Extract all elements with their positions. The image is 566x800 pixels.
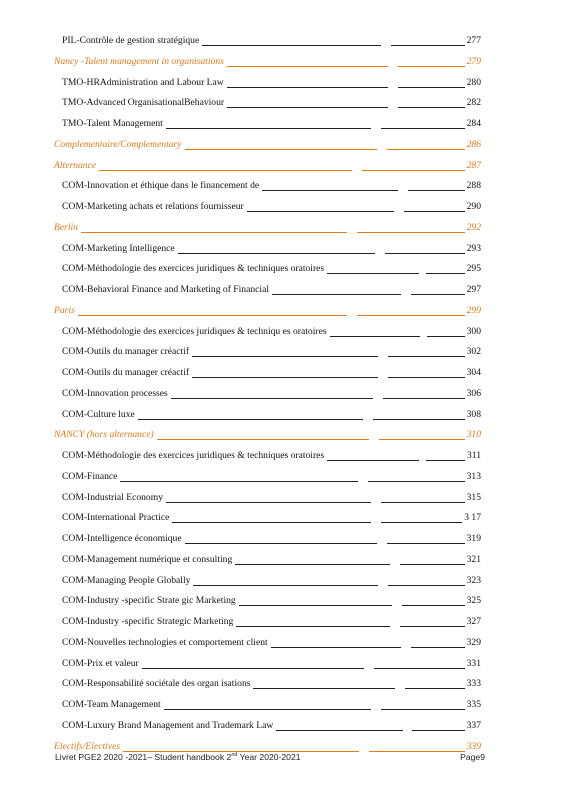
toc-leader-line: [271, 647, 401, 648]
toc-leader-line: [379, 439, 465, 440]
toc-entry-page: 311: [466, 450, 481, 461]
toc-entry-title: TMO-HRAdministration and Labour Law: [62, 76, 224, 88]
toc-leader-line: [81, 232, 347, 233]
toc-leader-line: [388, 356, 465, 357]
toc-leader-line: [327, 273, 419, 274]
toc-leader-line: [388, 585, 464, 586]
toc-leader-line: [385, 253, 465, 254]
toc-leader-line: [193, 585, 378, 586]
toc-section-heading[interactable]: [0, 301, 566, 322]
toc-entry-page: 313: [466, 470, 481, 482]
toc-entry[interactable]: [0, 571, 566, 592]
toc-entry[interactable]: [0, 591, 566, 612]
toc-entry-page: 284: [466, 118, 481, 129]
toc-entry-title: COM-Behavioral Finance and Marketing of Financial: [62, 284, 270, 295]
table-of-contents: [0, 31, 566, 757]
toc-entry[interactable]: [0, 93, 566, 114]
toc-entry-page: 321: [466, 553, 481, 565]
toc-entry-page: 282: [466, 97, 481, 109]
toc-entry[interactable]: [0, 342, 566, 363]
toc-entry-title: COM-Innovation et éthique dans le financement de: [62, 180, 260, 192]
toc-entry-title: COM-Culture luxe: [62, 408, 135, 420]
toc-entry-title: COM-Méthodologie des exercices juridiques & techniques oratoires: [62, 450, 325, 461]
toc-entry-page: 315: [466, 491, 481, 503]
toc-entry-title: COM-Marketing Intelligence: [62, 242, 175, 254]
toc-leader-line: [408, 190, 464, 191]
toc-leader-line: [330, 336, 420, 337]
toc-leader-line: [387, 149, 465, 150]
toc-leader-line: [262, 190, 398, 191]
toc-entry-title: PIL-Contrôle de gestion stratégique: [62, 35, 200, 46]
toc-entry[interactable]: [0, 612, 566, 633]
toc-leader-line: [138, 419, 363, 420]
toc-entry-page: 280: [466, 76, 481, 88]
toc-leader-line: [381, 502, 465, 503]
toc-section-heading[interactable]: [0, 425, 566, 446]
toc-entry-page: 325: [466, 595, 481, 607]
toc-entry[interactable]: [0, 363, 566, 384]
toc-entry-page: 327: [466, 616, 481, 627]
toc-leader-line: [142, 668, 364, 669]
toc-entry-page: 337: [466, 719, 481, 731]
toc-entry-page: 304: [466, 367, 481, 378]
toc-leader-line: [368, 481, 464, 482]
toc-entry-page: 339: [466, 740, 481, 752]
toc-section-heading[interactable]: [0, 156, 566, 177]
toc-leader-line: [171, 398, 373, 399]
toc-entry-page: 297: [466, 284, 481, 295]
toc-entry-title: Alternance: [54, 159, 97, 171]
toc-entry[interactable]: [0, 239, 566, 260]
toc-leader-line: [172, 522, 371, 523]
toc-entry[interactable]: [0, 405, 566, 426]
toc-leader-line: [411, 294, 465, 295]
toc-entry-page: 293: [466, 242, 481, 254]
toc-entry-page: 287: [466, 159, 481, 171]
toc-leader-line: [239, 605, 392, 606]
toc-leader-line: [383, 398, 465, 399]
toc-entry-title: COM-Marketing achats et relations fournisseur: [62, 201, 244, 212]
toc-entry-title: COM-Innovation processes: [62, 387, 168, 399]
toc-entry-page: 290: [466, 201, 481, 212]
toc-entry-title: Complementaire/Complementary: [54, 138, 182, 150]
toc-leader-line: [398, 87, 465, 88]
toc-entry-title: COM-Prix et valeur: [62, 657, 139, 669]
toc-entry-page: 295: [466, 263, 481, 275]
toc-entry-title: COM-Nouvelles technologies et comportement client: [62, 636, 268, 648]
toc-entry-title: COM-Industry -specific Strate gic Marketing: [62, 595, 236, 607]
toc-leader-line: [227, 87, 388, 88]
toc-leader-line: [381, 709, 465, 710]
toc-entry-page: 335: [466, 699, 481, 710]
toc-entry-title: COM-Industry -specific Strategic Marketing: [62, 616, 234, 627]
toc-leader-line: [166, 128, 371, 129]
toc-entry[interactable]: [0, 322, 566, 343]
toc-leader-line: [164, 709, 371, 710]
toc-entry-title: COM-Finance: [62, 470, 118, 482]
toc-entry-title: COM-Industrial Economy: [62, 491, 163, 503]
toc-entry[interactable]: [0, 529, 566, 550]
toc-entry-title: Berlin: [54, 221, 78, 233]
toc-leader-line: [327, 460, 419, 461]
toc-entry-title: NANCY (hors alternance): [54, 429, 154, 441]
toc-entry-page: 333: [466, 678, 481, 690]
toc-entry[interactable]: [0, 695, 566, 716]
toc-entry-title: Nancy -Talent management in organisations: [54, 55, 224, 67]
toc-leader-line: [185, 543, 377, 544]
toc-entry-title: COM-Luxury Brand Management and Trademark Law: [62, 719, 274, 731]
toc-entry-page: 308: [466, 408, 481, 420]
toc-entry-title: Paris: [54, 304, 75, 316]
toc-leader-line: [400, 564, 464, 565]
toc-entry[interactable]: [0, 31, 566, 52]
toc-entry-page: 3 17: [464, 512, 481, 524]
toc-section-heading[interactable]: [0, 52, 566, 73]
toc-entry-title: TMO-Talent Management: [62, 118, 163, 129]
toc-entry-page: 277: [466, 35, 481, 46]
toc-leader-line: [253, 688, 395, 689]
toc-leader-line: [374, 668, 465, 669]
toc-entry-page: 329: [466, 636, 481, 648]
toc-leader-line: [157, 439, 369, 440]
toc-entry[interactable]: [0, 384, 566, 405]
toc-entry-page: 306: [466, 387, 481, 399]
toc-entry-page: 299: [466, 304, 481, 316]
toc-leader-line: [362, 170, 465, 171]
toc-entry-page: 319: [466, 533, 481, 544]
toc-leader-line: [391, 45, 464, 46]
toc-entry-page: 323: [466, 574, 481, 586]
toc-entry[interactable]: [0, 176, 566, 197]
toc-entry[interactable]: [0, 508, 566, 529]
toc-entry-title: COM-Outils du manager créactif: [62, 367, 190, 378]
toc-leader-line: [404, 211, 465, 212]
toc-leader-line: [166, 502, 371, 503]
toc-leader-line: [381, 522, 462, 523]
toc-leader-line: [357, 232, 465, 233]
toc-leader-line: [369, 751, 465, 752]
toc-entry-title: COM-Intelligence économique: [62, 533, 182, 544]
toc-leader-line: [78, 315, 347, 316]
toc-entry[interactable]: [0, 280, 566, 301]
toc-leader-line: [387, 543, 465, 544]
toc-section-heading[interactable]: [0, 135, 566, 156]
toc-entry-title: COM-Team Management: [62, 699, 161, 710]
toc-entry-title: COM-Management numérique et consulting: [62, 553, 233, 565]
toc-leader-line: [247, 211, 394, 212]
toc-entry-title: COM-Méthodologie des exercices juridiques & techniques oratoires: [62, 263, 325, 275]
toc-entry-page: 279: [466, 55, 481, 67]
toc-leader-line: [400, 626, 464, 627]
toc-leader-line: [236, 626, 390, 627]
toc-entry-page: 288: [466, 180, 481, 192]
toc-entry-title: COM-International Practice: [62, 512, 170, 524]
toc-leader-line: [272, 294, 401, 295]
toc-leader-line: [405, 688, 464, 689]
toc-entry-page: 302: [466, 346, 481, 358]
toc-leader-line: [427, 336, 465, 337]
toc-entry[interactable]: [0, 259, 566, 280]
toc-leader-line: [192, 377, 378, 378]
footer-page-number: Page9: [460, 752, 485, 762]
toc-entry[interactable]: [0, 73, 566, 94]
toc-entry[interactable]: [0, 114, 566, 135]
toc-entry-page: 331: [466, 657, 481, 669]
toc-entry-title: TMO-Advanced OrganisationalBehaviour: [62, 97, 225, 109]
toc-entry[interactable]: [0, 633, 566, 654]
toc-entry-title: Electifs/Electives: [54, 740, 121, 752]
toc-section-heading[interactable]: [0, 218, 566, 239]
toc-leader-line: [426, 273, 464, 274]
toc-entry[interactable]: [0, 467, 566, 488]
toc-entry[interactable]: [0, 674, 566, 695]
toc-entry-title: COM-Méthodologie des exercices juridiques & techniqu es oratoires: [62, 325, 327, 337]
toc-leader-line: [276, 730, 403, 731]
toc-entry-page: 300: [466, 325, 481, 337]
toc-leader-line: [185, 149, 377, 150]
toc-leader-line: [235, 564, 390, 565]
toc-entry[interactable]: [0, 654, 566, 675]
toc-leader-line: [426, 460, 465, 461]
toc-leader-line: [227, 107, 388, 108]
toc-entry[interactable]: [0, 446, 566, 467]
toc-leader-line: [398, 66, 465, 67]
toc-leader-line: [402, 605, 465, 606]
toc-entry[interactable]: [0, 197, 566, 218]
toc-leader-line: [411, 647, 465, 648]
toc-entry-page: 286: [466, 138, 481, 150]
toc-leader-line: [388, 377, 465, 378]
toc-leader-line: [398, 107, 465, 108]
toc-entry[interactable]: [0, 488, 566, 509]
footer-document-title: Livret PGE2 2020 -2021– Student handbook 2nd Year 2020-2021: [55, 752, 301, 762]
toc-leader-line: [178, 253, 375, 254]
toc-leader-line: [357, 315, 465, 316]
toc-leader-line: [373, 419, 465, 420]
toc-leader-line: [227, 66, 388, 67]
toc-entry[interactable]: [0, 716, 566, 737]
toc-entry[interactable]: [0, 550, 566, 571]
toc-leader-line: [120, 481, 358, 482]
toc-leader-line: [99, 170, 352, 171]
toc-entry-page: 292: [466, 221, 481, 233]
toc-entry-title: COM-Responsabilité sociétale des organ isations: [62, 678, 251, 690]
toc-leader-line: [192, 356, 378, 357]
toc-leader-line: [202, 45, 381, 46]
toc-leader-line: [381, 128, 465, 129]
toc-entry-title: COM-Managing People Globally: [62, 574, 191, 586]
toc-entry-page: 310: [466, 429, 481, 441]
toc-leader-line: [412, 730, 464, 731]
toc-entry-title: COM-Outils du manager créactif: [62, 346, 190, 358]
